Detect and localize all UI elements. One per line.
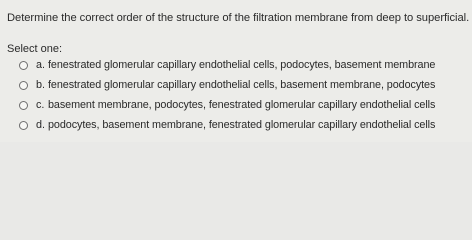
option-a[interactable] — [19, 55, 469, 75]
radio-button[interactable] — [19, 81, 28, 90]
option-text: fenestrated glomerular capillary endothelial cells, basement membrane, podocytes — [48, 79, 436, 91]
option-letter: b. — [36, 79, 46, 91]
answer-options — [19, 55, 469, 135]
option-letter: a. — [36, 59, 46, 71]
radio-button[interactable] — [19, 121, 28, 130]
question-text: Determine the correct order of the structure of the filtration membrane from deep to superficial. — [7, 12, 470, 24]
option-text: podocytes, basement membrane, fenestrated glomerular capillary endothelial cells — [48, 119, 436, 131]
option-text: fenestrated glomerular capillary endothelial cells, podocytes, basement membrane — [48, 59, 436, 71]
option-c[interactable] — [19, 95, 469, 115]
radio-button[interactable] — [19, 61, 28, 70]
option-letter: d. — [36, 119, 46, 131]
option-b[interactable] — [19, 75, 469, 95]
option-text: basement membrane, podocytes, fenestrated glomerular capillary endothelial cells — [48, 99, 436, 111]
option-d[interactable] — [19, 115, 469, 135]
radio-button[interactable] — [19, 101, 28, 110]
option-letter: c. — [36, 99, 45, 111]
select-one-label: Select one: — [7, 43, 63, 55]
